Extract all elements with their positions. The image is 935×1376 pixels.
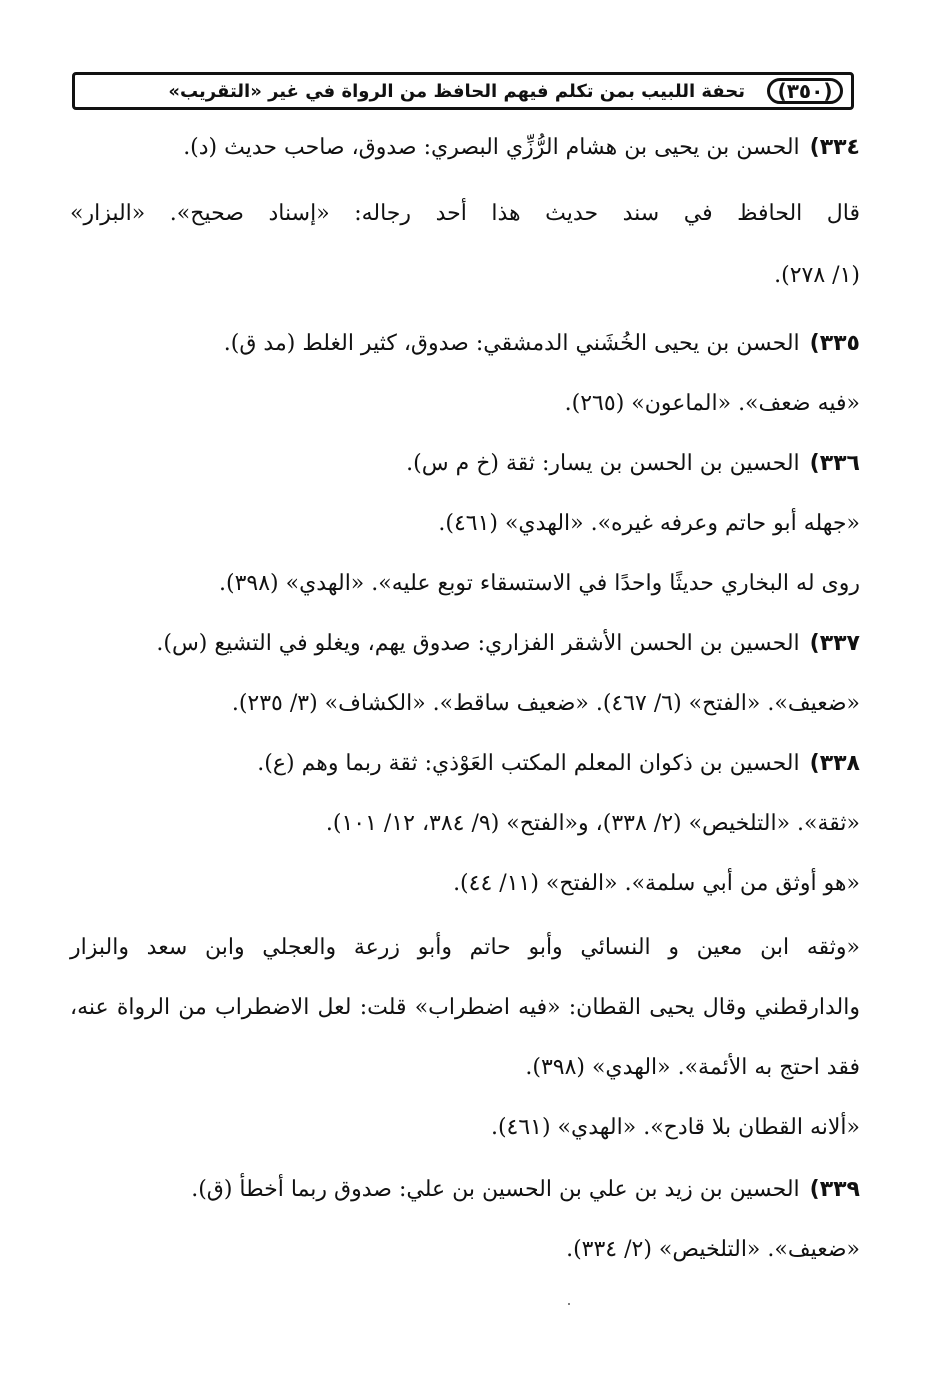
text-line bbox=[326, 804, 860, 844]
scan-speck bbox=[568, 1303, 570, 1305]
entry-number: ٣٣٤) bbox=[809, 135, 860, 160]
text-line bbox=[70, 988, 860, 1028]
text-line bbox=[257, 744, 860, 784]
line-text: فقد احتج به الأئمة». «الهدي» (٣٩٨). bbox=[525, 1055, 860, 1080]
text-line bbox=[191, 1170, 860, 1210]
running-header bbox=[72, 72, 854, 110]
entry-number: ٣٣٥) bbox=[809, 331, 860, 356]
entry-number: ٣٣٧) bbox=[809, 631, 860, 656]
text-line bbox=[406, 444, 860, 484]
text-line bbox=[183, 128, 860, 168]
text-line bbox=[453, 864, 860, 904]
text-line bbox=[224, 324, 860, 364]
entry-number: ٣٣٦) bbox=[809, 451, 860, 476]
line-text: «ألانه القطان بلا قادح». «الهدي» (٤٦١). bbox=[490, 1115, 860, 1140]
line-text: الحسن بن يحيى بن هشام الرُّزِّي البصري: صدوق، صاحب حديث (د). bbox=[183, 135, 800, 160]
page-number: (٣٥٠) bbox=[767, 78, 843, 104]
text-line bbox=[774, 256, 860, 296]
text-line bbox=[232, 684, 860, 724]
line-text: «وثقه ابن معين و النسائي وأبو حاتم وأبو زرعة والعجلي وابن سعد والبزار bbox=[70, 935, 860, 960]
text-line bbox=[156, 624, 860, 664]
text-line bbox=[565, 384, 860, 424]
line-text: الحسين بن الحسن الأشقر الفزاري: صدوق يهم، ويغلو في التشيع (س). bbox=[156, 631, 800, 656]
line-text: «جهله أبو حاتم وعرفه غيره». «الهدي» (٤٦١). bbox=[438, 511, 860, 536]
line-text: «ضعيف». «الفتح» (٦/ ٤٦٧). «ضعيف ساقط». «الكشاف» (٣/ ٢٣٥). bbox=[231, 691, 860, 716]
text-line bbox=[566, 1230, 860, 1270]
text-line bbox=[438, 504, 860, 544]
running-title: تحفة اللبيب بمن تكلم فيهم الحافظ من الرواة في غير «التقريب» bbox=[168, 80, 745, 102]
line-text: الحسين بن زيد بن علي بن الحسين بن علي: صدوق ربما أخطأ (ق). bbox=[191, 1177, 800, 1202]
line-text: «هو أوثق من أبي سلمة». «الفتح» (١١/ ٤٤). bbox=[453, 871, 860, 896]
text-line bbox=[525, 1048, 860, 1088]
line-text: «فيه ضعف». «الماعون» (٢٦٥). bbox=[564, 391, 860, 416]
line-text: قال الحافظ في سند حديث هذا أحد رجاله: «إسناد صحيح». «البزار» bbox=[70, 201, 860, 226]
line-text: (١/ ٢٧٨). bbox=[774, 263, 860, 288]
text-line bbox=[219, 564, 860, 604]
line-text: الحسن بن يحيى الخُشَني الدمشقي: صدوق، كثير الغلط (مد ق). bbox=[223, 331, 800, 356]
text-line bbox=[70, 194, 860, 234]
entry-number: ٣٣٨) bbox=[809, 751, 860, 776]
line-text: الحسين بن الحسن بن يسار: ثقة (خ م س). bbox=[406, 451, 800, 476]
text-line bbox=[491, 1108, 860, 1148]
line-text: «ثقة». «التلخيص» (٢/ ٣٣٨)، و«الفتح» (٩/ ٣٨٤، ١٢/ ١٠١). bbox=[325, 811, 860, 836]
entry-number: ٣٣٩) bbox=[809, 1177, 860, 1202]
text-line bbox=[70, 928, 860, 968]
line-text: روى له البخاري حديثًا واحدًا في الاستسقاء توبع عليه». «الهدي» (٣٩٨). bbox=[219, 571, 860, 596]
line-text: والدارقطني وقال يحيى القطان: «فيه اضطراب» قلت: لعل الاضطراب من الرواة عنه، bbox=[70, 995, 860, 1020]
line-text: الحسين بن ذكوان المعلم المكتب العَوْذي: ثقة ربما وهم (ع). bbox=[257, 751, 800, 776]
line-text: «ضعيف». «التلخيص» (٢/ ٣٣٤). bbox=[566, 1237, 860, 1262]
